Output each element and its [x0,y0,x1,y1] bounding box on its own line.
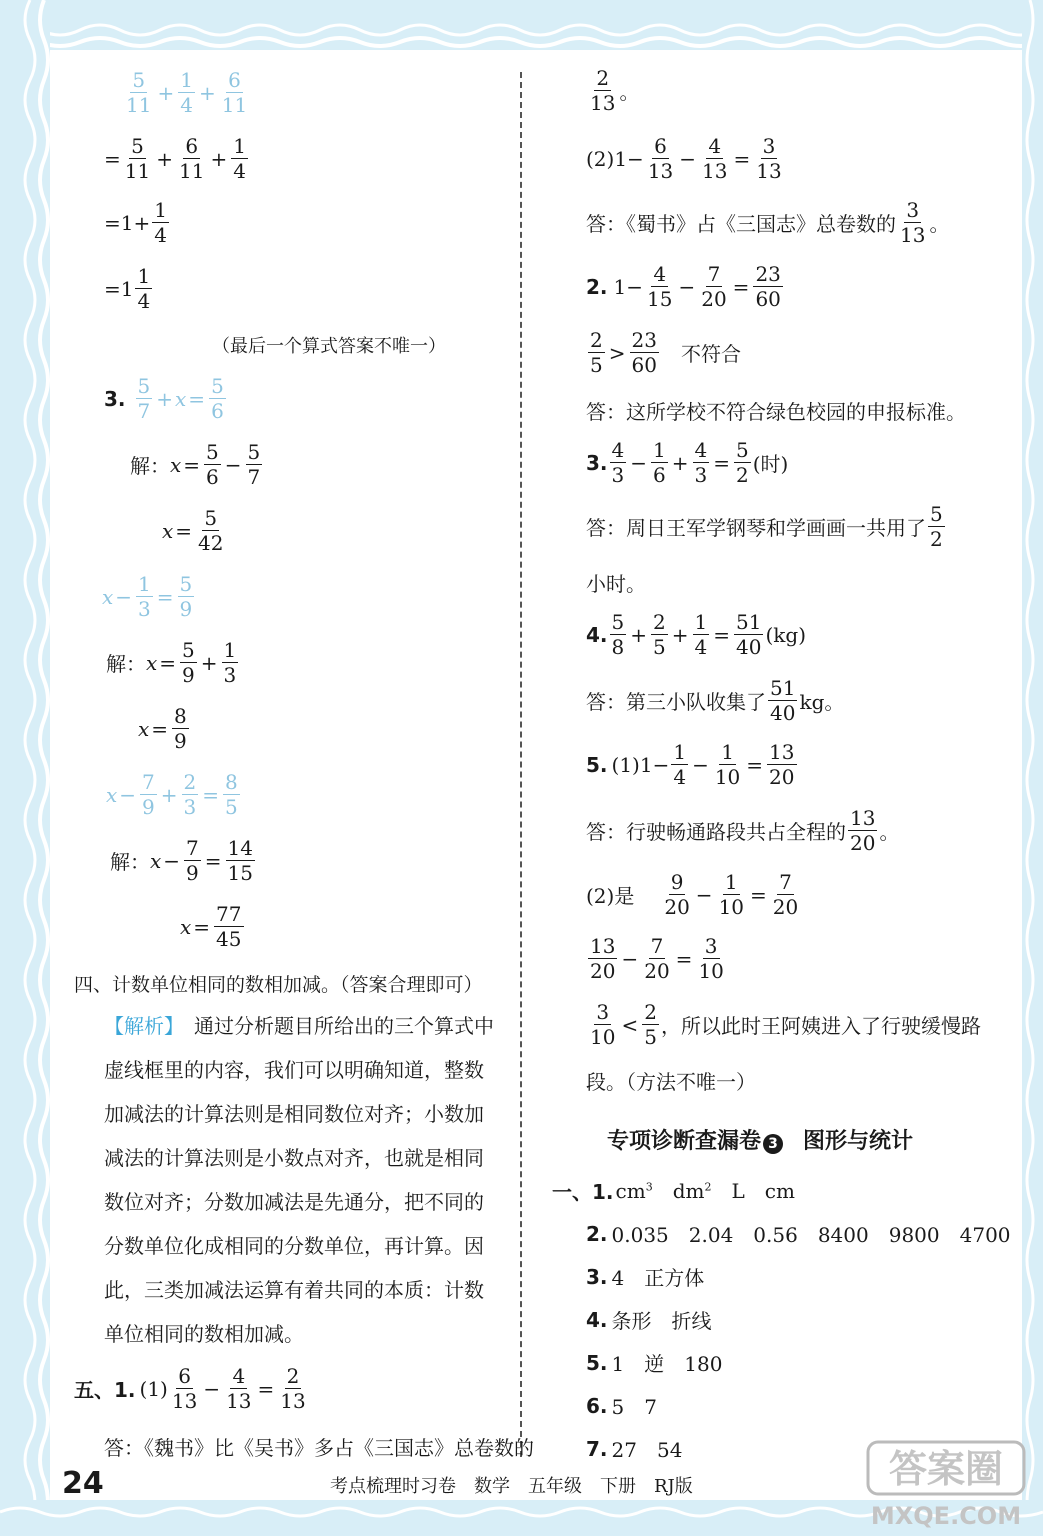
fraction: $\frac{1}{4}$ [673,740,687,789]
fraction: $\frac{5}{11}$ [124,134,151,183]
fraction: $\frac{13}{20}$ [769,740,795,789]
q2-step-1: = $\frac{5}{11}$ + $\frac{6}{11}$ + $\frac{1}{4}$ [104,134,246,183]
fraction: $\frac{3}{13}$ [756,134,782,183]
fraction: $\frac{6}{11}$ [178,134,205,183]
q2-step-2: =1+ $\frac{1}{4}$ [104,198,167,247]
q3b-equation: x − $\frac{1}{3}$ = $\frac{5}{9}$ [102,572,193,621]
watermark-brand: 答案圈 [888,1447,1004,1491]
section-4-heading: 四、计数单位相同的数相加减。（答案合理即可） [74,974,483,996]
fraction: $\frac{9}{20}$ [664,870,690,919]
fraction: $\frac{1}{10}$ [714,740,741,789]
s4-values: 4. 条形 折线 [586,1307,712,1333]
fraction: $\frac{1}{4}$ [180,68,193,117]
fraction: $\frac{1}{3}$ [223,638,237,687]
section-5-answer-1: 答：《魏书》比《吴书》多占《三国志》总卷数的 [104,1436,534,1460]
footer-book-info: 考点梳理时习卷 数学 五年级 下册 RJ版 [330,1476,693,1497]
border-left-decoration [0,0,50,1536]
fraction: $\frac{13}{20}$ [590,934,616,983]
page-number: 24 [62,1466,104,1501]
section-5-q1: 五、1. (1) $\frac{6}{13}$ − $\frac{4}{13}$ = $\frac{2}{13}$ [74,1364,306,1413]
fraction: $\frac{1}{4}$ [694,610,708,659]
q3c-solve-1: 解： x − $\frac{7}{9}$ = $\frac{14}{15}$ [110,836,253,885]
q3c-solve-2: x = $\frac{77}{45}$ [180,902,242,951]
s6-values: 6. 5 7 [586,1393,657,1419]
fraction: $\frac{5}{9}$ [182,638,195,687]
q3-calc: 3. $\frac{4}{3}$ − $\frac{1}{6}$ + $\frac{4}{3}$ = $\frac{5}{2}$ (时) [586,438,789,487]
q5-part1: 5. (1)1− $\frac{1}{4}$ − $\frac{1}{10}$ = $\frac{13}{20}$ [586,740,795,789]
q5-part2: (2)是 $\frac{9}{20}$ − $\frac{1}{10}$ = $\frac{7}{20}$ [586,870,799,919]
fraction: $\frac{23}{60}$ [755,262,781,311]
column-divider [520,72,522,1457]
q2-expression-faint: $\frac{5}{11}$ + $\frac{1}{4}$ + $\frac{6}{11}$ [126,68,248,117]
fraction: $\frac{8}{5}$ [225,770,238,819]
fraction: $\frac{3}{10}$ [698,934,724,983]
fraction: $\frac{7}{20}$ [772,870,799,919]
answer-1-part2: 答：《蜀书》占《三国志》总卷数的 $\frac{3}{13}$ 。 [586,198,950,247]
fraction: $\frac{6}{13}$ [647,134,674,183]
fraction: $\frac{3}{13}$ [900,198,926,247]
q5-part2-end: 段。（方法不唯一） [586,1070,756,1094]
fraction: $\frac{7}{9}$ [142,770,155,819]
fraction: $\frac{2}{5}$ [644,1000,657,1049]
fraction: $\frac{2}{13}$ [590,66,616,115]
q3c-equation: x − $\frac{7}{9}$ + $\frac{2}{3}$ = $\frac{8}{5}$ [106,770,238,819]
fraction: $\frac{51}{40}$ [736,610,762,659]
q2-note: （最后一个算式答案不唯一） [212,336,446,357]
q3a-solve-1: 解： x = $\frac{5}{6}$ − $\frac{5}{7}$ [130,440,261,489]
fraction: $\frac{2}{5}$ [653,610,666,659]
answer-continuation: $\frac{2}{13}$ 。 [590,66,640,115]
fraction: $\frac{1}{6}$ [653,438,666,487]
fraction: $\frac{2}{3}$ [183,770,197,819]
fraction: $\frac{4}{15}$ [647,262,673,311]
section-title: 专项诊断查漏卷 3 图形与统计 [607,1129,914,1154]
s5-values: 5. 1 逆 180 [586,1350,723,1376]
fraction: $\frac{5}{6}$ [211,374,224,423]
s2-values: 2. 0.035 2.04 0.56 8400 9800 4700 [586,1221,1011,1247]
fraction: $\frac{5}{42}$ [198,506,224,555]
fraction: $\frac{5}{7}$ [137,374,151,423]
q5-part2-calc: $\frac{13}{20}$ − $\frac{7}{20}$ = $\frac{3}{10}$ [590,934,724,983]
answer-5: 答：行驶畅通路段共占全程的 $\frac{13}{20}$ 。 [586,806,900,855]
fraction: $\frac{1}{3}$ [138,572,151,621]
q3b-solve-2: x = $\frac{8}{9}$ [138,704,187,753]
fraction: $\frac{4}{3}$ [694,438,708,487]
fraction: $\frac{7}{20}$ [644,934,670,983]
section-number-badge: 3 [763,1134,783,1154]
fraction: $\frac{1}{10}$ [718,870,745,919]
fraction: $\frac{77}{45}$ [216,902,242,951]
q2-compare: $\frac{2}{5}$ > $\frac{23}{60}$ 不符合 [590,328,741,377]
fraction: $\frac{14}{15}$ [227,836,253,885]
q5-part2-compare: $\frac{3}{10}$ < $\frac{2}{5}$ ，所以此时王阿姨进入了行驶缓慢路 [590,1000,981,1049]
analysis-tag: 【解析】 [104,1014,184,1038]
fraction: $\frac{5}{6}$ [206,440,219,489]
answer-4: 答：第三小队收集了 $\frac{51}{40}$ kg。 [586,676,845,725]
fraction: $\frac{6}{13}$ [171,1364,198,1413]
fraction: $\frac{5}{7}$ [247,440,261,489]
s7-values: 7. 27 54 [586,1436,683,1462]
fraction: $\frac{8}{9}$ [174,704,187,753]
answer-3: 答：周日王军学钢琴和学画画一共用了 $\frac{5}{2}$ [586,502,943,551]
analysis-paragraph: 【解析】 通过分析题目所给出的三个算式中 虚线框里的内容，我们可以明确知道，整数 加减法的计算法则是相同数位对齐；小数加 减法的计算法则是小数点对齐，也就是相同 数位对齐；分数加减法是先通分，把不同的 分数单位化成相同的分数单位，再计算。因 此，三类加减法运算有着共同的本质：计数 单位相同的数相加减。 [104,1014,494,1346]
fraction: $\frac{51}{40}$ [770,676,796,725]
s1-units: 一、1. $cm^3$ $dm^2$ L cm [552,1178,795,1204]
fraction: $\frac{1}{4}$ [233,134,246,183]
fraction: $\frac{7}{9}$ [186,836,199,885]
fraction: $\frac{3}{10}$ [590,1000,616,1049]
fraction: $\frac{4}{13}$ [226,1364,252,1413]
q3a-equation: 3. $\frac{5}{7}$ + x = $\frac{5}{6}$ [104,374,224,423]
fraction: $\frac{1}{4}$ [137,264,151,313]
answer-3-tail: 小时。 [586,572,646,596]
fraction: $\frac{5}{2}$ [930,502,943,551]
fraction: $\frac{5}{11}$ [126,68,152,117]
q3a-solve-2: x = $\frac{5}{42}$ [162,506,224,555]
q3b-solve-1: 解： x = $\frac{5}{9}$ + $\frac{1}{3}$ [106,638,237,687]
fraction: $\frac{5}{8}$ [611,610,625,659]
q1-part2: (2)1− $\frac{6}{13}$ − $\frac{4}{13}$ = $\frac{3}{13}$ [586,134,782,183]
fraction: $\frac{2}{5}$ [590,328,603,377]
border-right-decoration [1022,0,1043,1536]
watermark-graphic [860,1436,1030,1531]
fraction: $\frac{23}{60}$ [631,328,657,377]
fraction: $\frac{5}{9}$ [179,572,193,621]
fraction: $\frac{13}{20}$ [850,806,876,855]
s3-values: 3. 4 正方体 [586,1264,705,1290]
fraction: $\frac{4}{3}$ [611,438,625,487]
watermark-url: MXQE.COM [870,1502,1022,1530]
fraction: $\frac{7}{20}$ [701,262,727,311]
q4-calc: 4. $\frac{5}{8}$ + $\frac{2}{5}$ + $\frac{1}{4}$ = $\frac{51}{40}$ (kg) [586,610,806,659]
border-top-decoration [0,0,1043,50]
fraction: $\frac{4}{13}$ [702,134,728,183]
fraction: $\frac{1}{4}$ [154,198,167,247]
fraction: $\frac{2}{13}$ [280,1364,306,1413]
answer-2: 答：这所学校不符合绿色校园的申报标准。 [586,400,966,424]
fraction: $\frac{6}{11}$ [221,68,248,117]
fraction: $\frac{5}{2}$ [736,438,749,487]
q2-calc: 2. 1− $\frac{4}{15}$ − $\frac{7}{20}$ = $\frac{23}{60}$ [586,262,781,311]
watermark-logo [860,1436,1030,1531]
q2-step-3: =1 $\frac{1}{4}$ [104,264,151,313]
